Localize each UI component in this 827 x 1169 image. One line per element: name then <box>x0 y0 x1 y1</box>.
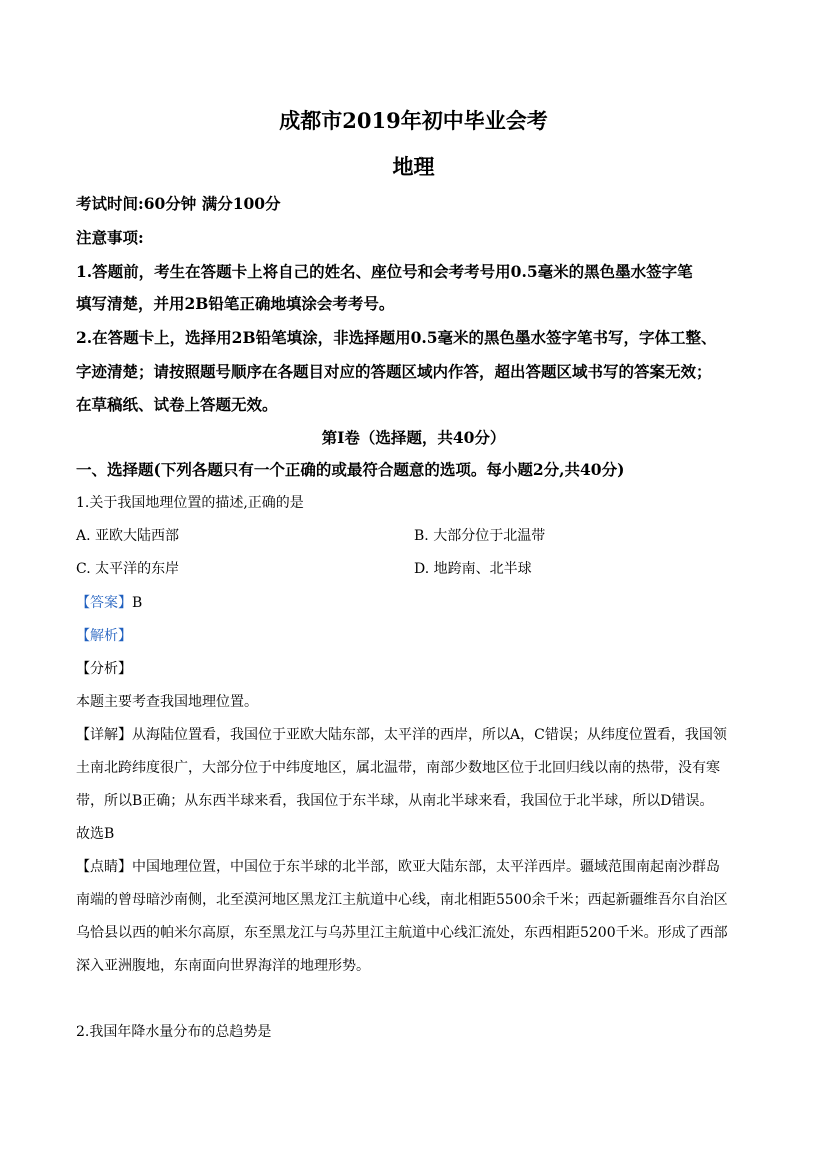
detail-line-2: 土南北跨纬度很广，大部分位于中纬度地区，属北温带，南部少数地区位于北回归线以南的热带，没有寒 <box>76 760 720 776</box>
question-1-stem: 1.关于我国地理位置的描述,正确的是 <box>76 495 304 511</box>
dianjing-text-1: 中国地理位置，中国位于东半球的北半部，欧亚大陆东部，太平洋西岸。疆域范围南起南沙群岛 <box>132 859 720 875</box>
fenxi-label: 【分析】 <box>76 661 132 677</box>
notice-1-line1: 1.答题前，考生在答题卡上将自己的姓名、座位号和会考考号用0.5毫米的黑色墨水签字笔 <box>76 262 693 281</box>
question-1-option-b: B. 大部分位于北温带 <box>414 528 546 544</box>
detail-line-1 <box>76 725 727 745</box>
fenxi-text: 本题主要考查我国地理位置。 <box>76 694 258 710</box>
notice-2-line2: 字迹清楚；请按照题号顺序在各题目对应的答题区域内作答，超出答题区域书写的答案无效； <box>76 362 712 381</box>
question-1-option-d: D. 地跨南、北半球 <box>414 561 532 577</box>
notice-2-line3: 在草稿纸、试卷上答题无效。 <box>76 395 278 414</box>
analysis-label: 【解析】 <box>76 628 132 644</box>
notice-heading: 注意事项: <box>76 228 144 247</box>
exam-title: 成都市2019年初中毕业会考 <box>279 108 548 133</box>
detail-line-3: 带，所以B正确；从东西半球来看，我国位于东半球，从南北半球来看，我国位于北半球，所以D错误。 <box>76 793 714 809</box>
answer-label: 【答案】 <box>76 595 132 611</box>
volume-title: 第Ⅰ卷（选择题，共40分） <box>321 428 506 447</box>
part-title: 一、选择题(下列各题只有一个正确的或最符合题意的选项。每小题2分,共40分) <box>76 460 625 479</box>
exam-time-score: 考试时间:60分钟 满分100分 <box>76 194 281 213</box>
dianjing-line-4: 深入亚洲腹地，东南面向世界海洋的地理形势。 <box>76 958 370 974</box>
notice-2-line1: 2.在答题卡上，选择用2B铅笔填涂，非选择题用0.5毫米的黑色墨水签字笔书写，字体工整、 <box>76 328 717 347</box>
dianjing-label: 【点睛】 <box>76 859 132 875</box>
detail-label: 【详解】 <box>76 727 132 743</box>
question-2-stem: 2.我国年降水量分布的总趋势是 <box>76 1024 272 1040</box>
detail-text-1: 从海陆位置看，我国位于亚欧大陆东部，太平洋的西岸，所以A，C错误；从纬度位置看，我国领 <box>132 727 727 743</box>
notice-1-line2: 填写清楚，并用2B铅笔正确地填涂会考考号。 <box>76 294 395 313</box>
question-1-option-a: A. 亚欧大陆西部 <box>76 528 180 544</box>
dianjing-line-1 <box>76 857 720 877</box>
answer-value: B <box>132 595 143 611</box>
detail-line-4: 故选B <box>76 826 115 842</box>
subject-title: 地理 <box>392 154 435 179</box>
dianjing-line-3: 乌恰县以西的帕米尔高原，东至黑龙江与乌苏里江主航道中心线汇流处，东西相距5200千米。形成了西部 <box>76 925 728 941</box>
dianjing-line-2: 南端的曾母暗沙南侧，北至漠河地区黑龙江主航道中心线，南北相距5500余千米；西起新疆维吾尔自治区 <box>76 892 728 908</box>
answer-line <box>76 593 142 613</box>
question-1-option-c: C. 太平洋的东岸 <box>76 561 180 577</box>
